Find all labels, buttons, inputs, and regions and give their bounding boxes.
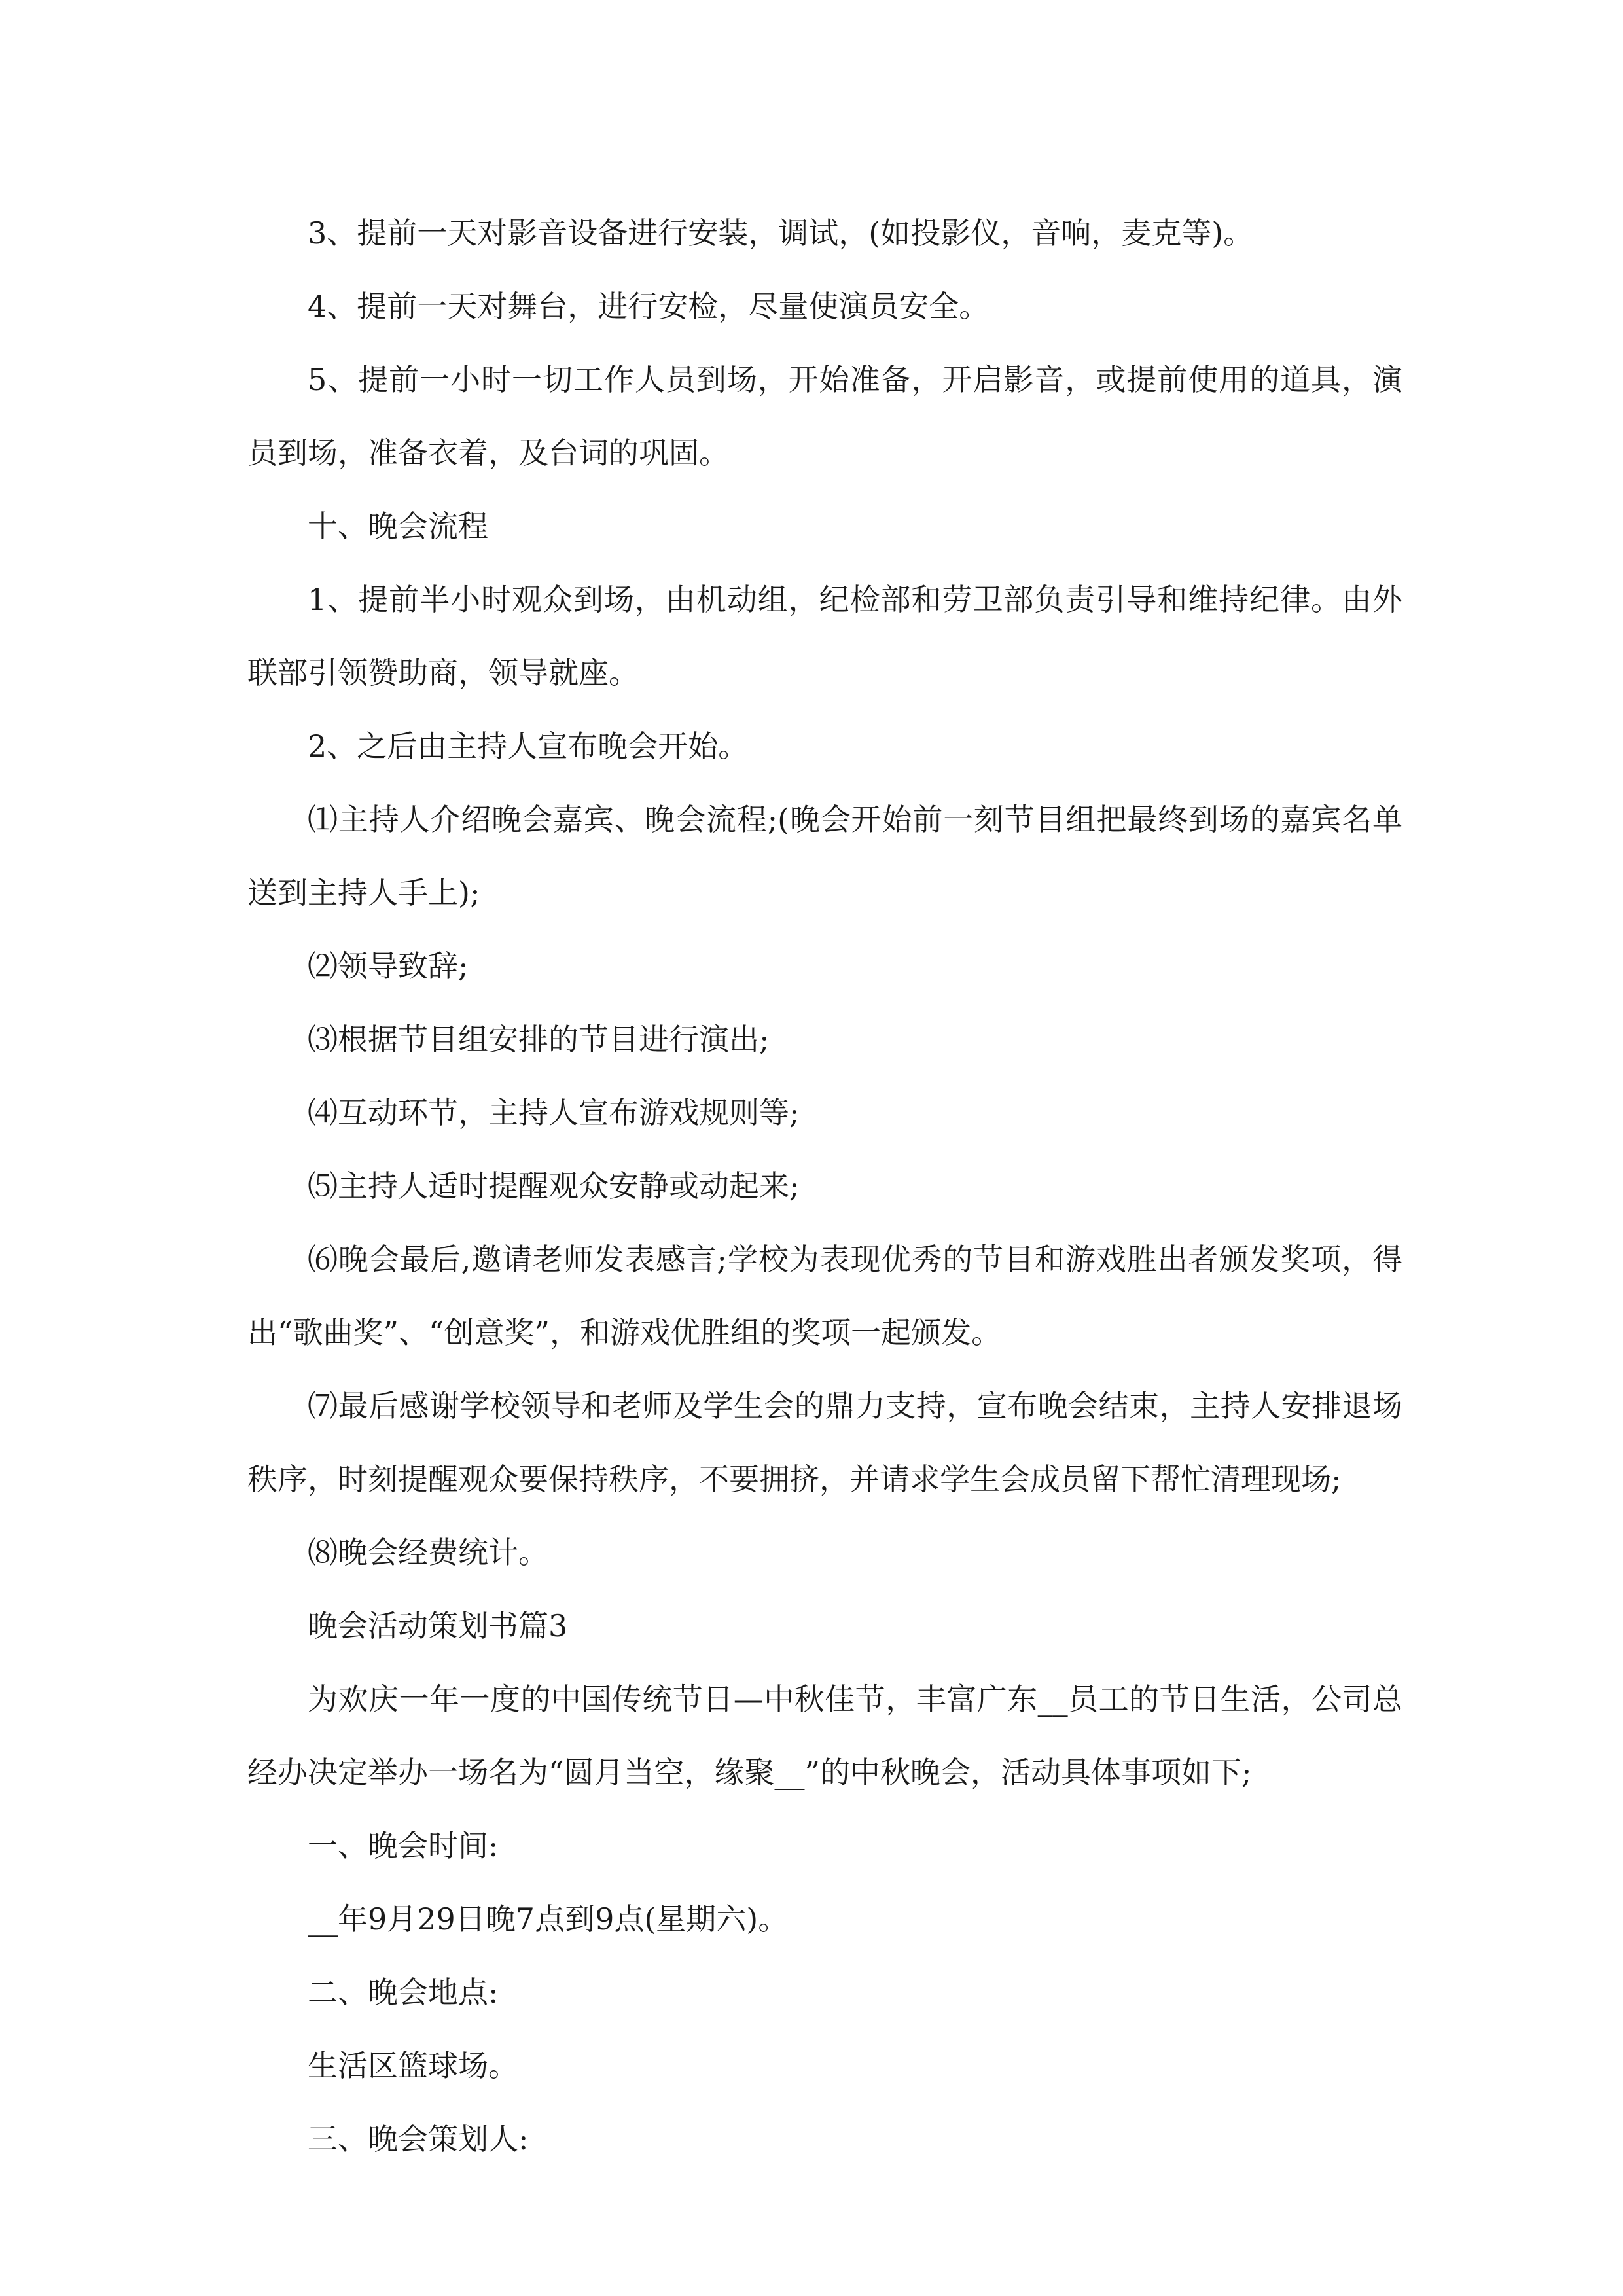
- paragraph-awards: ⑹晚会最后,邀请老师发表感言;学校为表现优秀的节目和游戏胜出者颁发奖项，得出“歌曲奖”、“创意奖”，和游戏优胜组的奖项一起颁发。: [247, 1242, 1402, 1350]
- paragraph-leader-speech: ⑵领导致辞;: [308, 948, 469, 984]
- paragraph-performances: ⑶根据节目组安排的节目进行演出;: [308, 1022, 770, 1057]
- paragraph-audience-arrival: 1、提前半小时观众到场，由机动组，纪检部和劳卫部负责引导和维持纪律。由外联部引领赞助商，领导就座。: [247, 582, 1402, 691]
- paragraph-host-reminder: ⑸主持人适时提醒观众安静或动起来;: [308, 1168, 800, 1204]
- paragraph-stage-safety-check: 4、提前一天对舞台，进行安检，尽量使演员安全。: [308, 289, 990, 324]
- paragraph-expense-statistics: ⑻晚会经费统计。: [308, 1535, 548, 1570]
- section-heading-gala-time: 一、晚会时间:: [308, 1828, 499, 1863]
- section-heading-gala-process: 十、晚会流程: [308, 509, 488, 544]
- paragraph-interactive-session: ⑷互动环节，主持人宣布游戏规则等;: [308, 1095, 800, 1130]
- paragraph-staff-arrival: 5、提前一小时一切工作人员到场，开始准备，开启影音，或提前使用的道具，演员到场，准备衣着，及台词的巩固。: [247, 362, 1402, 471]
- paragraph-setup-av-equipment: 3、提前一天对影音设备进行安装，调试，(如投影仪，音响，麦克等)。: [308, 215, 1254, 251]
- paragraph-host-introduction: ⑴主持人介绍晚会嘉宾、晚会流程;(晚会开始前一刻节目组把最终到场的嘉宾名单送到主持人手上);: [247, 802, 1402, 910]
- paragraph-closing: ⑺最后感谢学校领导和老师及学生会的鼎力支持，宣布晚会结束，主持人安排退场秩序，时刻提醒观众要保持秩序，不要拥挤，并请求学生会成员留下帮忙清理现场;: [247, 1388, 1402, 1497]
- section-title-plan-3: 晚会活动策划书篇3: [308, 1608, 568, 1643]
- section-heading-gala-location: 二、晚会地点:: [308, 1975, 499, 2010]
- paragraph-host-announces-start: 2、之后由主持人宣布晚会开始。: [308, 728, 749, 764]
- paragraph-mid-autumn-intro: 为欢庆一年一度的中国传统节日—中秋佳节，丰富广东__员工的节日生活，公司总经办决定举办一场名为“圆月当空，缘聚__”的中秋晚会，活动具体事项如下;: [247, 1681, 1402, 1790]
- paragraph-gala-date: __年9月29日晚7点到9点(星期六)。: [308, 1901, 789, 1937]
- paragraph-gala-venue: 生活区篮球场。: [308, 2048, 518, 2083]
- section-heading-gala-planner: 三、晚会策划人:: [308, 2121, 529, 2157]
- document-body: [247, 196, 1402, 2176]
